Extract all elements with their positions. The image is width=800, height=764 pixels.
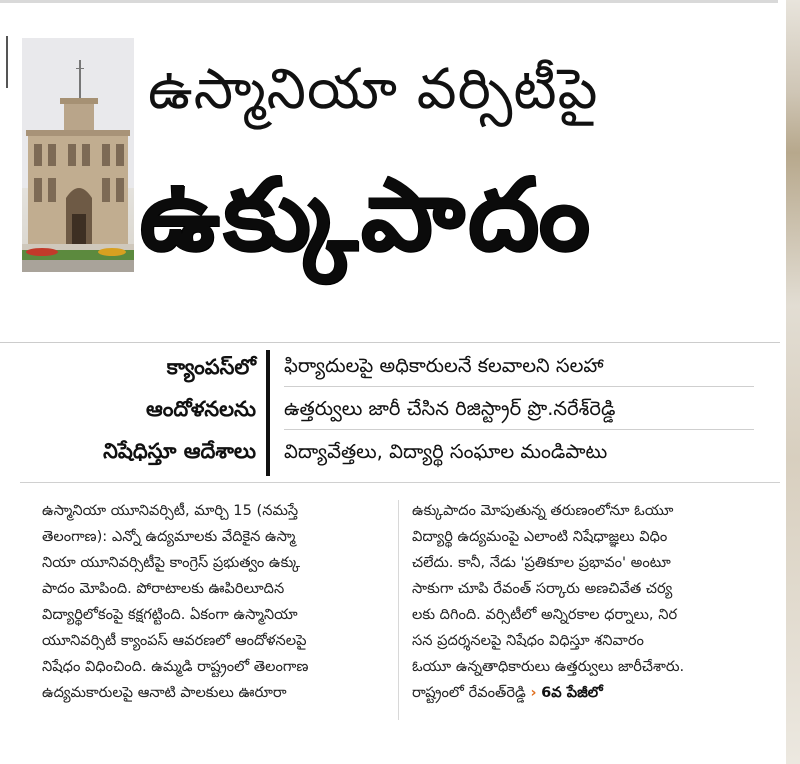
highlight-item: ఫిర్యాదులపై అధికారులనే కలవాలని సలహా	[284, 346, 754, 387]
top-rule	[0, 0, 778, 3]
body-line: ఉద్యమకారులపై ఆనాటి పాలకులు ఊరూరా	[42, 684, 287, 701]
highlights-list	[284, 346, 754, 474]
headline-separator	[0, 342, 780, 343]
highlight-item: విద్యావేత్తలు, విద్యార్థి సంఘాల మండిపాటు	[284, 440, 608, 463]
body-line: యూనివర్సిటీ క్యాంపస్ ఆవరణలో ఆందోళనలపై	[42, 632, 307, 649]
university-building-photo	[22, 38, 134, 272]
building-illustration	[22, 38, 134, 272]
margin-rule	[6, 36, 8, 88]
kicker-line: నిషేధిస్తూ ఆదేశాలు	[103, 439, 256, 463]
body-column-1	[42, 498, 390, 706]
body-line: లకు దిగింది. వర్సిటీలో అన్నిరకాల ధర్నాలు, నిర	[412, 606, 678, 623]
body-line: విద్యార్థి ఉద్యమంపై ఎలాంటి నిషేధాజ్ఞలు విధిం	[412, 528, 668, 545]
kicker-line: ఆందోళనలను	[145, 397, 256, 421]
body-line: నిషేధం విధించింది. ఉమ్మడి రాష్ట్రంలో తెలంగాణ	[42, 658, 309, 675]
body-line: సాకుగా చూపి రేవంత్ సర్కారు అణచివేత చర్య	[412, 580, 673, 597]
body-line: ఉక్కుపాదం మోపుతున్న తరుణంలోనూ ఓయూ	[412, 502, 674, 519]
body-line: ఉస్మానియా యూనివర్సిటీ, మార్చి 15 (నమస్తే	[42, 502, 299, 519]
body-line: ఓయూ ఉన్నతాధికారులు ఉత్తర్వులు జారీచేశారు.	[412, 658, 685, 675]
body-line: రాష్ట్రంలో రేవంత్‌రెడ్డి	[412, 684, 526, 701]
adjacent-page-edge	[786, 0, 800, 764]
headline-line-2: ఉక్కుపాదం	[140, 156, 594, 273]
body-line: చలేదు. కానీ, నేడు 'ప్రతికూల ప్రభావం' అంటూ	[412, 554, 671, 571]
headline-line-1: ఉస్మానియా వర్సిటీపై	[148, 57, 599, 122]
kicker-divider-bar	[266, 350, 270, 476]
column-divider	[398, 500, 399, 720]
body-line: నియా యూనివర్సిటీపై కాంగ్రెస్ ప్రభుత్వం ఉక్కు	[42, 554, 301, 571]
continuation-arrow-icon: ›	[530, 684, 537, 701]
body-line: విద్యార్థిలోకంపై కక్షగట్టింది. ఏకంగా ఉస్మానియా	[42, 606, 298, 623]
continued-on-page-link[interactable]: 6వ పేజీలో	[541, 684, 603, 701]
body-line: పాదం మోపింది. పోరాటాలకు ఊపిరిలూదిన	[42, 580, 285, 597]
body-last-line	[412, 680, 762, 706]
body-line: సన ప్రదర్శనలపై నిషేధం విధిస్తూ శనివారం	[412, 632, 644, 649]
kicker-block	[30, 346, 256, 472]
body-top-rule	[20, 482, 780, 483]
body-column-2	[412, 498, 762, 706]
body-line: తెలంగాణ): ఎన్నో ఉద్యమాలకు వేదికైన ఉస్మా	[42, 528, 296, 545]
highlight-item: ఉత్తర్వులు జారీ చేసిన రిజిస్ట్రార్ ప్రొ.నరేశ్‌రెడ్డి	[284, 389, 754, 430]
kicker-line: క్యాంపస్‌లో	[166, 355, 256, 379]
